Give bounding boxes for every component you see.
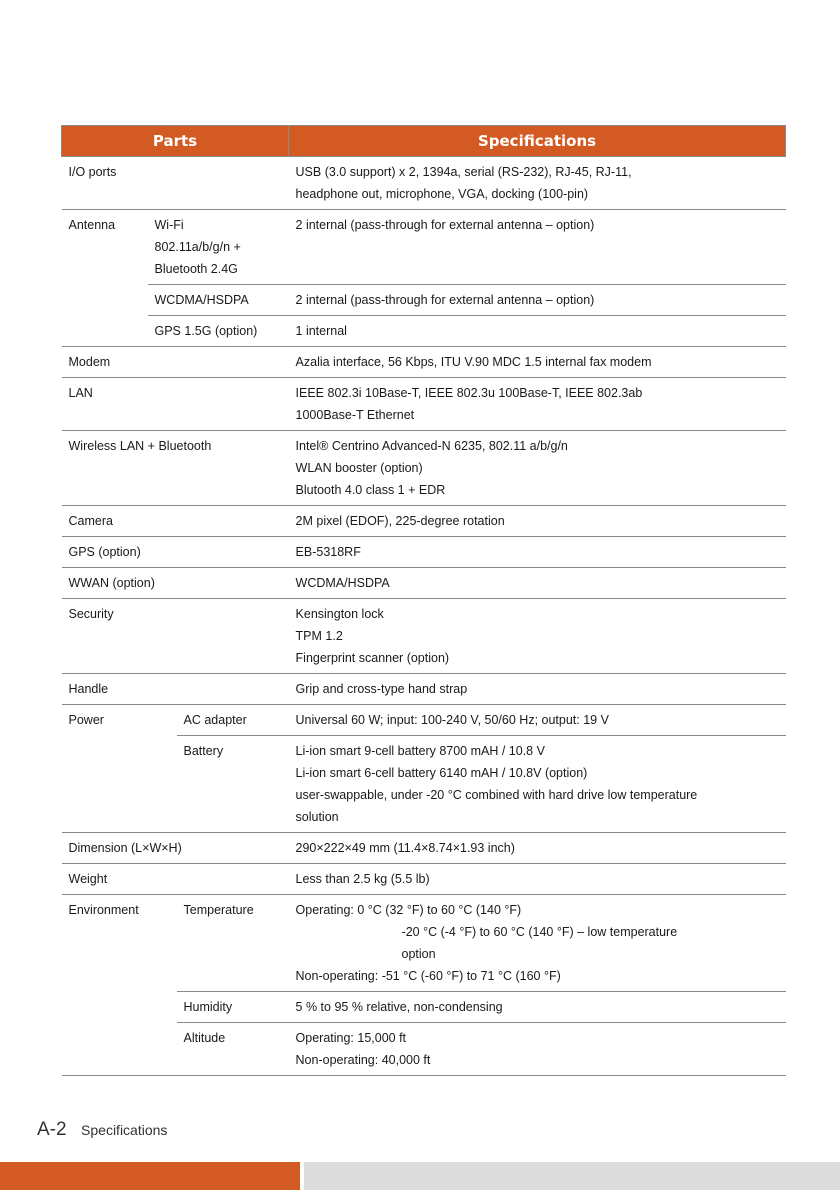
spec-line: TPM 1.2 [295, 629, 343, 643]
sub-line: Wi-Fi [154, 218, 184, 232]
sub-gps: GPS 1.5G (option) [148, 316, 289, 347]
row-environment-temperature [62, 895, 786, 992]
spec-battery [289, 736, 786, 833]
spec-line: 1000Base-T Ethernet [295, 408, 415, 422]
part-camera: Camera [62, 506, 289, 537]
spec-camera: 2M pixel (EDOF), 225-degree rotation [289, 506, 786, 537]
row-lan [62, 378, 786, 431]
row-handle [62, 674, 786, 705]
spec-line: Kensington lock [295, 607, 384, 621]
spec-line: user-swappable, under -20 °C combined with hard drive low temperature [295, 788, 698, 802]
part-weight: Weight [62, 864, 289, 895]
footer-accent-bar [0, 1162, 300, 1190]
footer-gray-bar [304, 1162, 840, 1190]
spec-line: Blutooth 4.0 class 1 + EDR [295, 483, 446, 497]
spec-line: Li-ion smart 9-cell battery 8700 mAH / 10.8 V [295, 744, 545, 758]
spec-lan [289, 378, 786, 431]
spec-line: IEEE 802.3i 10Base-T, IEEE 802.3u 100Base-T, IEEE 802.3ab [295, 386, 643, 400]
spec-gps: EB-5318RF [289, 537, 786, 568]
specifications-table [61, 125, 786, 1076]
spec-modem: Azalia interface, 56 Kbps, ITU V.90 MDC 1.5 internal fax modem [289, 347, 786, 378]
spec-weight: Less than 2.5 kg (5.5 lb) [289, 864, 786, 895]
footer-section-label: Specifications [81, 1122, 168, 1138]
part-io-ports: I/O ports [62, 157, 289, 210]
part-wireless-lan: Wireless LAN + Bluetooth [62, 431, 289, 506]
spec-line: Non-operating: -51 °C (-60 °F) to 71 °C (160 °F) [295, 969, 561, 983]
sub-battery: Battery [177, 736, 289, 833]
sub-temperature: Temperature [177, 895, 289, 992]
spec-antenna-wifi: 2 internal (pass-through for external antenna – option) [289, 210, 786, 285]
part-lan: LAN [62, 378, 289, 431]
row-weight [62, 864, 786, 895]
spec-wireless-lan [289, 431, 786, 506]
row-dimension [62, 833, 786, 864]
sub-humidity: Humidity [177, 992, 289, 1023]
table-header-row [62, 126, 786, 157]
header-specifications: Specifications [289, 126, 786, 157]
sub-line: 802.11a/b/g/n + [154, 240, 241, 254]
row-antenna-wcdma [62, 285, 786, 316]
spec-line: solution [295, 810, 339, 824]
row-antenna-wifi [62, 210, 786, 285]
row-gps [62, 537, 786, 568]
part-antenna: Antenna [62, 210, 148, 347]
sub-ac-adapter: AC adapter [177, 705, 289, 736]
row-antenna-gps [62, 316, 786, 347]
spec-line: Operating: 15,000 ft [295, 1031, 407, 1045]
sub-wcdma: WCDMA/HSDPA [148, 285, 289, 316]
part-handle: Handle [62, 674, 289, 705]
spec-line: Fingerprint scanner (option) [295, 651, 450, 665]
spec-line: Non-operating: 40,000 ft [295, 1053, 431, 1067]
sub-altitude: Altitude [177, 1023, 289, 1076]
part-gps: GPS (option) [62, 537, 289, 568]
part-modem: Modem [62, 347, 289, 378]
page-number: A-2 [37, 1119, 67, 1140]
spec-altitude [289, 1023, 786, 1076]
spec-line: Intel® Centrino Advanced-N 6235, 802.11 a/b/g/n [295, 439, 568, 453]
row-security [62, 599, 786, 674]
sub-line: Bluetooth 2.4G [154, 262, 238, 276]
spec-io-ports [289, 157, 786, 210]
spec-line: WLAN booster (option) [295, 461, 423, 475]
spec-line: headphone out, microphone, VGA, docking (100-pin) [295, 187, 589, 201]
spec-antenna-wcdma: 2 internal (pass-through for external antenna – option) [289, 285, 786, 316]
row-camera [62, 506, 786, 537]
spec-humidity: 5 % to 95 % relative, non-condensing [289, 992, 786, 1023]
spec-antenna-gps: 1 internal [289, 316, 786, 347]
spec-temperature [289, 895, 786, 992]
row-power-ac [62, 705, 786, 736]
spec-line: -20 °C (-4 °F) to 60 °C (140 °F) – low temperature [401, 925, 678, 939]
spec-line: Li-ion smart 6-cell battery 6140 mAH / 10.8V (option) [295, 766, 588, 780]
part-dimension: Dimension (L×W×H) [62, 833, 289, 864]
row-modem [62, 347, 786, 378]
spec-wwan: WCDMA/HSDPA [289, 568, 786, 599]
part-environment: Environment [62, 895, 177, 1076]
spec-handle: Grip and cross-type hand strap [289, 674, 786, 705]
sub-wifi [148, 210, 289, 285]
row-io-ports [62, 157, 786, 210]
spec-line: USB (3.0 support) x 2, 1394a, serial (RS-232), RJ-45, RJ-11, [295, 165, 632, 179]
row-wireless-lan [62, 431, 786, 506]
spec-security [289, 599, 786, 674]
part-security: Security [62, 599, 289, 674]
page-footer [37, 1119, 167, 1141]
spec-ac-adapter: Universal 60 W; input: 100-240 V, 50/60 Hz; output: 19 V [289, 705, 786, 736]
header-parts: Parts [62, 126, 289, 157]
part-wwan: WWAN (option) [62, 568, 289, 599]
spec-line: Operating: 0 °C (32 °F) to 60 °C (140 °F) [295, 903, 522, 917]
spec-dimension: 290×222×49 mm (11.4×8.74×1.93 inch) [289, 833, 786, 864]
row-wwan [62, 568, 786, 599]
spec-line: option [401, 947, 436, 961]
part-power: Power [62, 705, 177, 833]
